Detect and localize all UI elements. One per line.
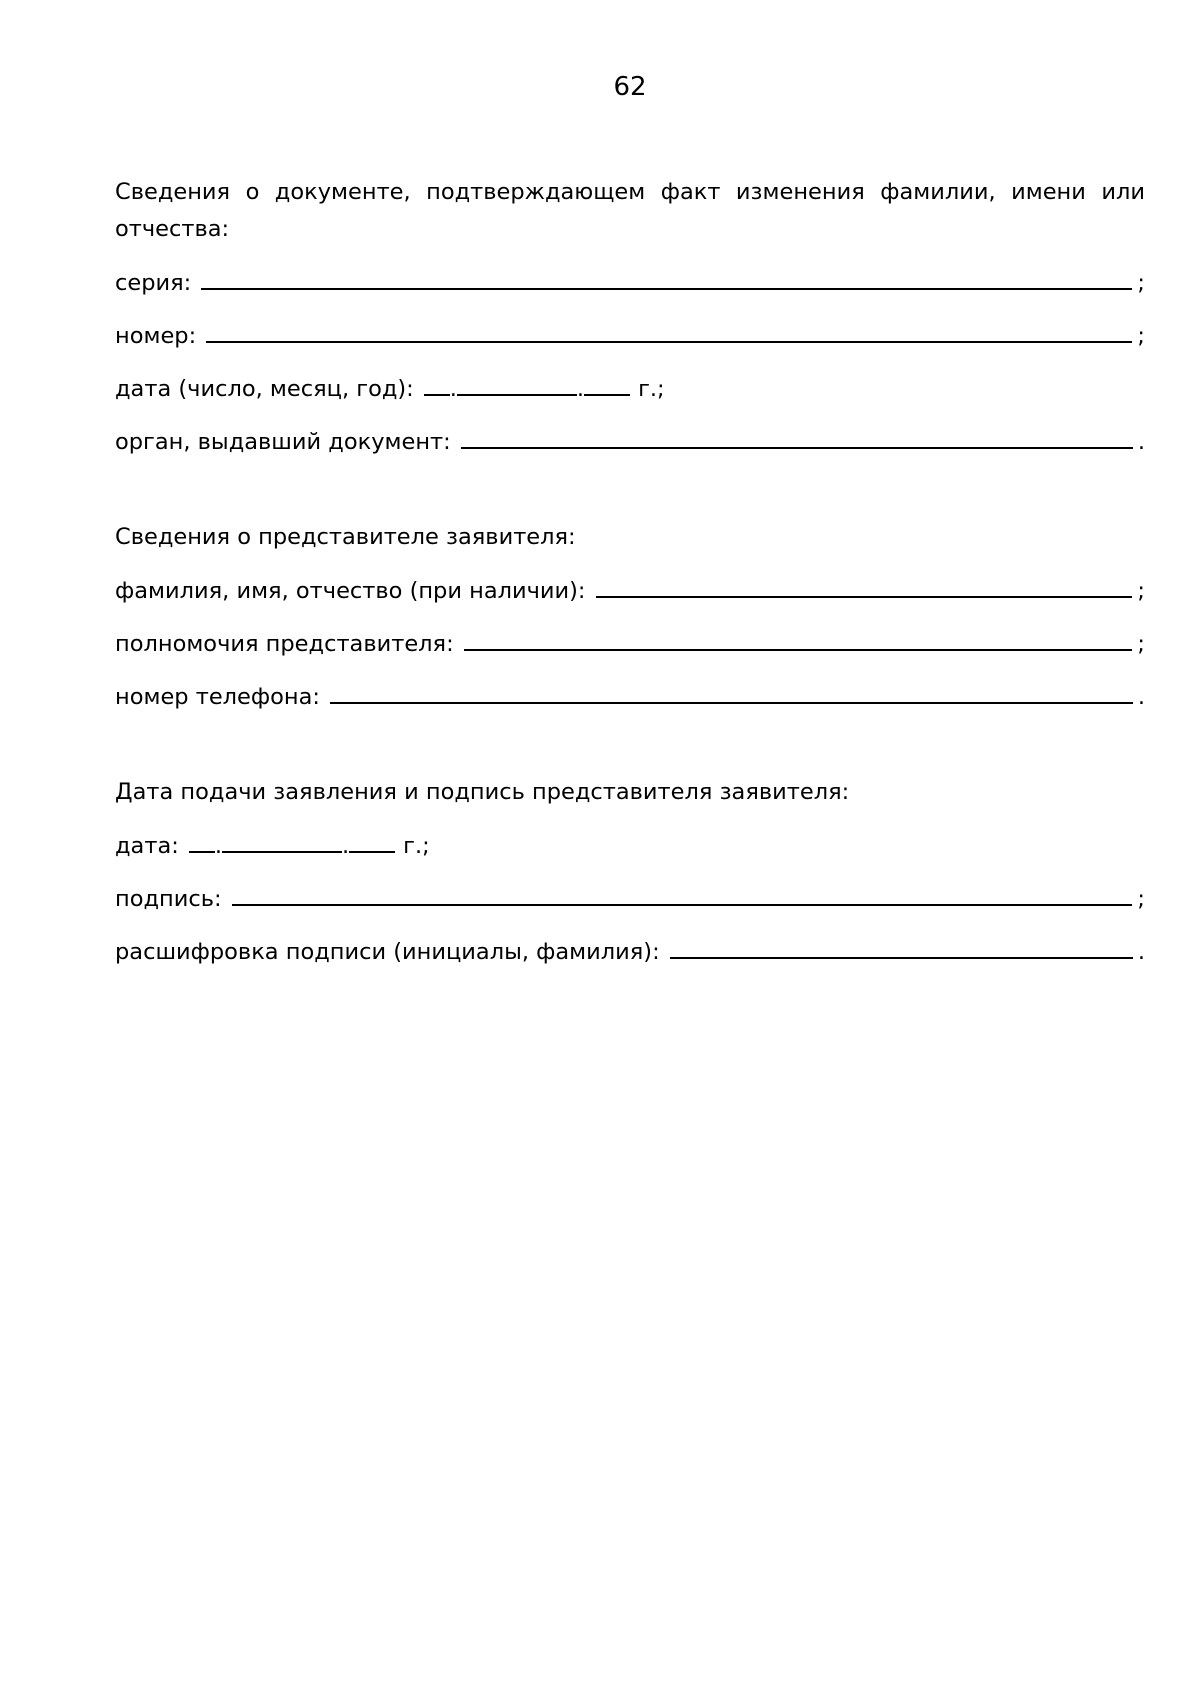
authority-field[interactable]: [464, 625, 1133, 651]
authority-row: [115, 625, 1145, 662]
submission-date-label: дата:: [115, 833, 179, 859]
date-separator: .: [449, 376, 457, 402]
number-row: [115, 317, 1145, 354]
date-separator: .: [341, 833, 350, 859]
document-date-label: дата (число, месяц, год):: [115, 376, 414, 402]
number-label: номер:: [115, 323, 197, 349]
issuer-end: .: [1137, 429, 1145, 455]
signature-decoding-field[interactable]: [670, 933, 1133, 959]
representative-name-label: фамилия, имя, отчество (при наличии):: [115, 578, 586, 604]
form-content: [115, 174, 1145, 970]
date-separator: .: [214, 833, 222, 859]
document-section-heading: Сведения о документе, подтверждающем факт изменения фамилии, имени или отчества:: [115, 179, 1145, 242]
date-separator: .: [576, 376, 585, 402]
signature-row: [115, 880, 1145, 917]
document-date-month-field[interactable]: [457, 370, 577, 396]
phone-row: [115, 678, 1145, 715]
phone-label: номер телефона:: [115, 684, 320, 710]
signature-decoding-label: расшифровка подписи (инициалы, фамилия):: [115, 939, 660, 965]
signature-label: подпись:: [115, 886, 222, 912]
number-field[interactable]: [206, 317, 1132, 343]
page-number: 62: [613, 72, 647, 102]
issuer-field[interactable]: [461, 423, 1133, 449]
phone-field[interactable]: [330, 678, 1133, 704]
signature-field[interactable]: [232, 880, 1133, 906]
authority-end: ;: [1137, 631, 1145, 657]
submission-section-heading: Дата подачи заявления и подпись представителя заявителя:: [115, 779, 850, 805]
submission-date-month-field[interactable]: [222, 827, 342, 853]
representative-name-field[interactable]: [596, 572, 1133, 598]
document-date-day-field[interactable]: [424, 370, 450, 396]
signature-decoding-row: [115, 933, 1145, 970]
document-date-year-suffix: г.;: [638, 376, 665, 402]
section-spacer: [115, 460, 1145, 519]
representative-section-heading: Сведения о представителе заявителя:: [115, 524, 576, 550]
series-field[interactable]: [201, 264, 1132, 290]
representative-name-row: [115, 572, 1145, 609]
number-end: ;: [1137, 323, 1145, 349]
series-row: [115, 264, 1145, 301]
submission-date-year-field[interactable]: [349, 827, 395, 853]
submission-date-year-suffix: г.;: [403, 833, 430, 859]
series-label: серия:: [115, 270, 192, 296]
issuer-label: орган, выдавший документ:: [115, 429, 451, 455]
submission-date-day-field[interactable]: [189, 827, 215, 853]
issuer-row: [115, 423, 1145, 460]
signature-decoding-end: .: [1137, 939, 1145, 965]
signature-end: ;: [1137, 886, 1145, 912]
section-spacer: [115, 715, 1145, 774]
document-date-row: [115, 370, 1145, 407]
document-date-year-field[interactable]: [584, 370, 630, 396]
authority-label: полномочия представителя:: [115, 631, 454, 657]
series-end: ;: [1137, 270, 1145, 296]
phone-end: .: [1137, 684, 1145, 710]
representative-name-end: ;: [1137, 578, 1145, 604]
submission-date-row: [115, 827, 1145, 864]
